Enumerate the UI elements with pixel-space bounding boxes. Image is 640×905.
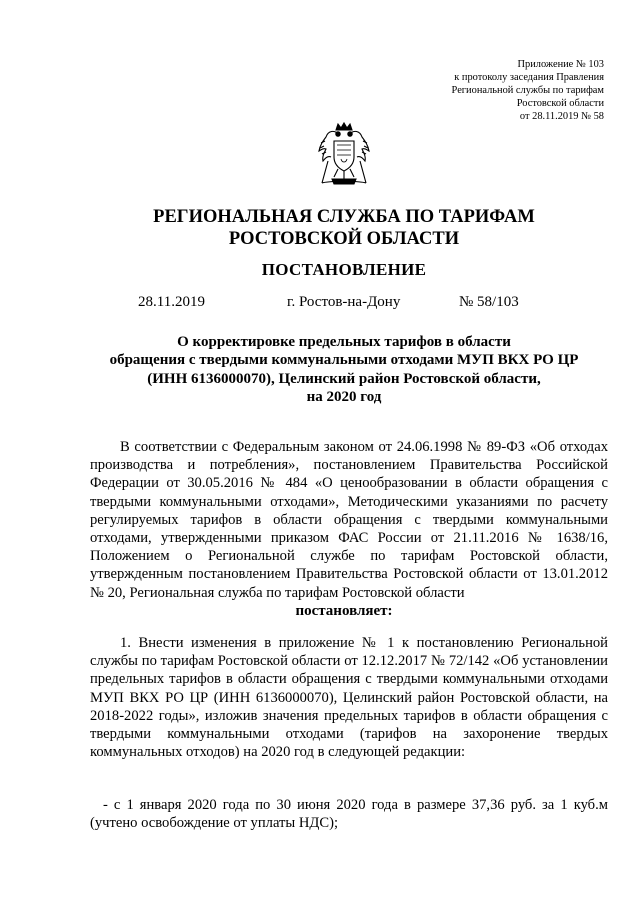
item-1-subparagraph: - с 1 января 2020 года по 30 июня 2020 года в размере 37,36 руб. за 1 куб.м (учтено освобождение от уплаты НДС); — [90, 797, 608, 832]
document-date: 28.11.2019 — [138, 294, 205, 310]
preamble-paragraph: В соответствии с Федеральным законом от 24.06.1998 № 89-ФЗ «Об отходах производства и потребления», постановлением Правительства Российской Федерации от 30.05.2016 № 484 «О ценообразовании в области обращения с твердыми коммунальными отходами», Методическими указаниями по расчету регулируемых тарифов в области обращения с твердыми коммунальными отходами, утвержденными приказом ФАС России от 21.11.2016 № 1638/16, Положением о Региональной службе по тарифам Ростовской области, утвержденным постановлением Правительства Ростовской области от 13.01.2012 № 20, Региональная служба по тарифам Ростовской области — [90, 439, 608, 601]
decree-word: постановляет: — [295, 603, 393, 619]
appendix-line: Ростовской области — [516, 98, 604, 109]
organization-title-line1: РЕГИОНАЛЬНАЯ СЛУЖБА ПО ТАРИФАМ — [153, 207, 535, 227]
item-1-paragraph: 1. Внести изменения в приложение № 1 к постановлению Региональной службы по тарифам Ростовской области от 12.12.2017 № 72/142 «Об установлении предельных тарифов в области обращения с твердыми коммунальными отходами МУП ВКХ РО ЦР (ИНН 6136000070), Целинский район Ростовской области, на 2018-2022 годы», изложив значения предельных тарифов в области обращения с твердыми коммунальными отходами (тарифов на захоронение твердых коммунальных отходов) на 2020 год в следующей редакции: — [90, 635, 608, 761]
subject-line: обращения с твердыми коммунальными отходами МУП ВКХ РО ЦР — [109, 352, 579, 369]
document-city: г. Ростов-на-Дону — [287, 294, 401, 310]
subject-line: на 2020 год — [306, 388, 382, 405]
coat-of-arms-icon — [314, 121, 374, 187]
organization-title — [80, 206, 608, 250]
appendix-line: к протоколу заседания Правления — [454, 72, 604, 83]
document-subject — [60, 333, 628, 406]
document-type: ПОСТАНОВЛЕНИЕ — [261, 260, 427, 279]
appendix-line: от 28.11.2019 № 58 — [519, 111, 604, 122]
appendix-note — [344, 58, 604, 123]
organization-title-line2: РОСТОВСКОЙ ОБЛАСТИ — [228, 229, 460, 249]
subject-line: (ИНН 6136000070), Целинский район Ростовской области, — [147, 370, 541, 387]
document-number: № 58/103 — [459, 294, 519, 310]
appendix-line: Региональной службы по тарифам — [451, 85, 604, 96]
appendix-line: Приложение № 103 — [517, 59, 604, 70]
subject-line: О корректировке предельных тарифов в области — [177, 334, 511, 350]
